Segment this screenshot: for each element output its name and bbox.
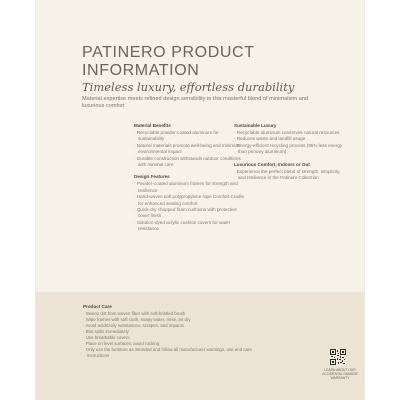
list-item: · Energy-efficient recycling process (95% less energy than primary aluminum) xyxy=(234,143,346,156)
list-item: · Natural materials promote well-being and minimize environmental impact xyxy=(134,143,246,156)
section-heading: Material Benefits xyxy=(134,123,171,128)
list-item: · Blot spills immediately xyxy=(83,329,263,335)
title-line-1: PATINERO PRODUCT xyxy=(82,44,255,61)
list-item: · Reduces waste and landfill usage xyxy=(234,136,346,142)
section-heading: Product Care xyxy=(83,304,112,309)
luxurious-comfort-list xyxy=(234,169,346,182)
list-item: · Experience the perfect blend of strength, simplicity, and resilience in the Patinero Collection xyxy=(234,169,346,182)
product-care-list xyxy=(83,311,263,359)
page-subtitle: Timeless luxury, effortless durability xyxy=(82,80,295,94)
sustainable-luxury-list xyxy=(234,130,346,156)
list-item: · Sweep dirt from woven fiber with soft-bristled brush xyxy=(83,311,263,317)
list-item: · Use breathable covers xyxy=(83,335,263,341)
list-item: · Wipe frames with soft cloth, soapy water, rinse, air dry xyxy=(83,317,263,323)
left-column xyxy=(134,123,246,239)
material-benefits-list xyxy=(134,130,246,168)
qr-code-icon[interactable] xyxy=(330,349,346,365)
right-column xyxy=(234,123,346,187)
list-item: · Place on level surfaces; avoid rocking xyxy=(83,341,263,347)
list-item: · Only use the furniture as intended and follow all manufacturer warnings, use and care instructions xyxy=(83,347,263,359)
product-info-sheet xyxy=(36,0,364,400)
list-item: · Quick-dry chopped foam cushions with protective cover finish xyxy=(134,207,246,220)
list-item: · Recyclable powder-coated aluminum for sustainability xyxy=(134,130,246,143)
list-item: · Hand-woven soft polypropylene rope Comfort Cradle for enhanced seating comfort xyxy=(134,194,246,207)
section-heading: Design Features xyxy=(134,174,170,180)
section-heading: Sustainable Luxury xyxy=(234,123,277,128)
section-heading: Luxurious Comfort, Indoors or Out xyxy=(234,161,310,167)
list-item: · Durable construction withstands outdoor conditions with minimal care xyxy=(134,156,246,169)
page-title xyxy=(82,44,342,80)
title-line-2: INFORMATION xyxy=(82,62,200,79)
product-care-section xyxy=(83,304,263,365)
list-item: · Solution-dyed acrylic cushion covers for water resistance xyxy=(134,220,246,233)
qr-caption: LEARN ABOUT OUR ACCIDENTAL DAMAGE WARRANTY xyxy=(322,368,358,380)
list-item: · Avoid acidic/oily substances, scrapes, and impacts xyxy=(83,323,263,329)
list-item: · Recyclable aluminum conserves natural resources xyxy=(234,130,346,136)
intro-text: Material expertise meets refined design sensibility in this masterful blend of minimalism and luxurious comfort xyxy=(82,96,309,109)
list-item: · Powder-coated aluminum frames for strength and resilience xyxy=(134,181,246,194)
design-features-list xyxy=(134,181,246,232)
